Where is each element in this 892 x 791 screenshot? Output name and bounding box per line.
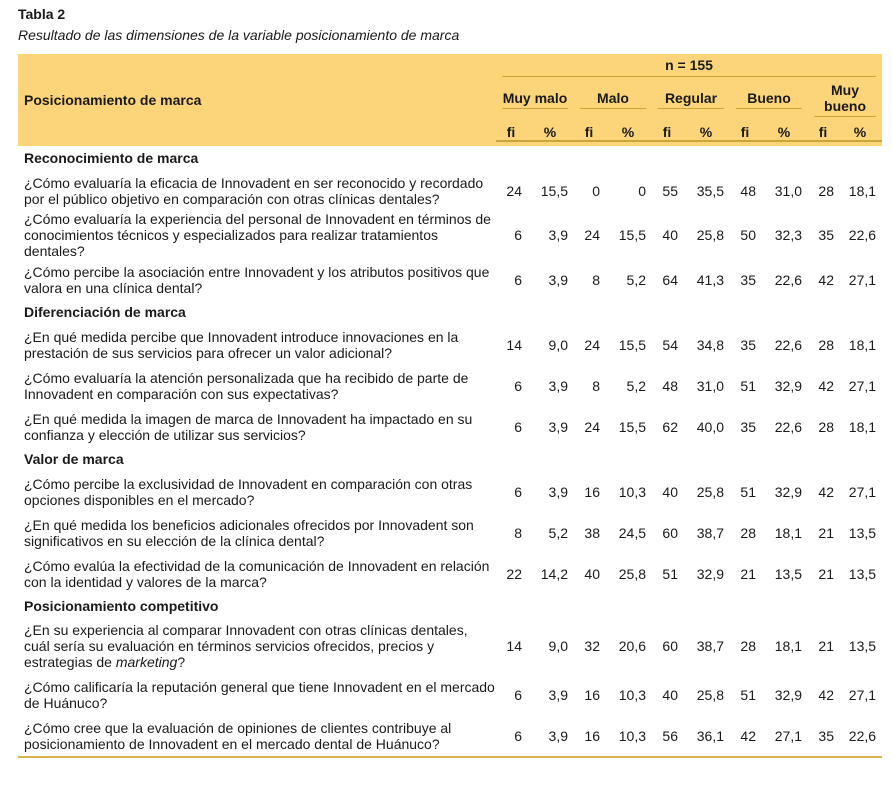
- percent-cell: 15,5: [540, 182, 568, 199]
- results-table: [18, 54, 882, 758]
- subheader-label: fi: [574, 124, 604, 142]
- fi-cell: 60: [662, 638, 678, 654]
- fi-cell: 14: [506, 336, 522, 353]
- percent-cell: 9,0: [548, 638, 568, 654]
- percent-cell: 15,5: [618, 418, 646, 435]
- fi-header: [574, 119, 604, 146]
- table-row: [18, 512, 882, 553]
- percent-header: [682, 119, 730, 146]
- fi-cell: 8: [514, 524, 522, 541]
- table-row: [18, 674, 882, 715]
- percent-cell: 9,0: [548, 336, 568, 353]
- percent-header: [526, 119, 574, 146]
- percent-cell: 10,3: [604, 715, 652, 757]
- fi-header: [496, 119, 526, 146]
- question-text: ¿Cómo evaluaría la atención personalizada que ha recibido de parte de Innovadent en comparación con sus expectativas?: [24, 369, 469, 402]
- fi-cell: 8: [592, 271, 600, 288]
- question-text: ¿Cómo cree que la evaluación de opiniones de clientes contribuye al posicionamiento de Innovadent en el mercado dental de Huánuco?: [18, 715, 496, 757]
- section-row: [18, 146, 882, 170]
- fi-cell: 28: [740, 524, 756, 541]
- percent-cell: 22,6: [848, 227, 877, 243]
- percent-cell: 32,3: [774, 227, 802, 243]
- percent-cell: 18,1: [774, 638, 802, 654]
- fi-cell: 35: [740, 336, 756, 353]
- fi-cell: 51: [740, 686, 756, 703]
- question-text: [18, 618, 496, 674]
- percent-cell: 31,0: [696, 377, 724, 394]
- percent-cell: 27,1: [760, 715, 808, 757]
- percent-cell: 13,5: [848, 524, 877, 541]
- table-row: [18, 170, 882, 211]
- percent-cell: 22,6: [774, 271, 802, 288]
- fi-cell: 6: [514, 418, 522, 435]
- fi-cell: 24: [506, 182, 522, 199]
- fi-cell: 42: [730, 715, 760, 757]
- fi-cell: 42: [818, 377, 834, 394]
- group-header-regular: [652, 79, 730, 119]
- percent-cell: 24,5: [618, 524, 646, 541]
- fi-cell: 48: [740, 182, 756, 199]
- percent-cell: 18,1: [848, 182, 877, 199]
- percent-cell: 27,1: [848, 483, 877, 500]
- group-label: Malo: [580, 90, 646, 109]
- fi-cell: 35: [740, 271, 756, 288]
- table-row: [18, 259, 882, 300]
- fi-cell: 35: [808, 715, 838, 757]
- percent-cell: 15,5: [618, 227, 646, 243]
- percent-cell: 27,1: [848, 271, 877, 288]
- fi-cell: 6: [514, 483, 522, 500]
- percent-cell: 25,8: [696, 483, 724, 500]
- fi-cell: 35: [740, 418, 756, 435]
- fi-cell: 22: [506, 565, 522, 582]
- subheader-label: fi: [652, 124, 682, 142]
- question-text: ¿Cómo evaluaría la experiencia del personal de Innovadent en términos de conocimientos técnicos y especializados para realizar tratamientos dentales?: [24, 211, 491, 259]
- table-row: [18, 618, 882, 674]
- table-row: [18, 211, 882, 259]
- question-text: ¿Cómo percibe la exclusividad de Innovadent en comparación con otras opciones disponibles en el mercado?: [24, 475, 473, 508]
- fi-cell: 28: [818, 336, 834, 353]
- fi-cell: 24: [584, 418, 600, 435]
- subheader-label: %: [526, 124, 574, 142]
- fi-cell: 35: [818, 227, 834, 243]
- question-text: ¿En qué medida la imagen de marca de Innovadent ha impactado en su confianza y elección de utilizar sus servicios?: [24, 410, 473, 443]
- percent-cell: 13,5: [848, 638, 877, 654]
- fi-header: [730, 119, 760, 146]
- percent-cell: 22,6: [838, 715, 882, 757]
- question-text: ¿En qué medida los beneficios adicionales ofrecidos por Innovadent son significativos en su elección de la clínica dental?: [24, 516, 474, 549]
- percent-cell: 3,9: [548, 271, 568, 288]
- sample-size-text: n = 155: [502, 57, 876, 77]
- percent-cell: 38,7: [696, 638, 724, 654]
- group-header-bueno: [730, 79, 808, 119]
- percent-cell: 3,9: [548, 227, 568, 243]
- fi-cell: 38: [584, 524, 600, 541]
- percent-cell: 14,2: [540, 565, 568, 582]
- percent-cell: 3,9: [548, 483, 568, 500]
- subheader-label: %: [760, 124, 808, 142]
- percent-cell: 36,1: [682, 715, 730, 757]
- fi-cell: 28: [818, 418, 834, 435]
- fi-cell: 21: [818, 524, 834, 541]
- percent-cell: 40,0: [696, 418, 724, 435]
- percent-cell: 34,8: [696, 336, 724, 353]
- fi-cell: 32: [584, 638, 600, 654]
- question-text-emphasis: marketing: [115, 654, 178, 670]
- fi-cell: 0: [592, 182, 600, 199]
- table-header: [18, 54, 882, 146]
- fi-cell: 28: [740, 638, 756, 654]
- percent-cell: 13,5: [848, 565, 877, 582]
- fi-cell: 42: [818, 483, 834, 500]
- percent-header: [838, 119, 882, 146]
- table-subtitle: Resultado de las dimensiones de la variable posicionamiento de marca: [18, 27, 460, 43]
- fi-cell: 16: [584, 686, 600, 703]
- percent-cell: 10,3: [618, 483, 646, 500]
- section-title: Posicionamiento competitivo: [24, 598, 219, 614]
- percent-cell: 25,8: [618, 565, 646, 582]
- percent-cell: 25,8: [696, 227, 724, 243]
- percent-cell: 18,1: [848, 418, 877, 435]
- percent-cell: 38,7: [696, 524, 724, 541]
- percent-cell: 27,1: [848, 686, 877, 703]
- percent-cell: 5,2: [626, 271, 646, 288]
- subheader-label: %: [838, 124, 882, 142]
- percent-cell: 3,9: [526, 715, 574, 757]
- percent-header: [604, 119, 652, 146]
- fi-cell: 24: [584, 227, 600, 243]
- question-text: ¿Cómo evalúa la efectividad de la comunicación de Innovadent en relación con la identidad y valores de la marca?: [24, 557, 490, 590]
- subheader-label: fi: [730, 124, 760, 142]
- fi-header: [808, 119, 838, 146]
- percent-cell: 18,1: [774, 524, 802, 541]
- group-header-muy-bueno: [808, 79, 882, 119]
- fi-cell: 54: [662, 336, 678, 353]
- fi-cell: 6: [514, 271, 522, 288]
- percent-cell: 41,3: [696, 271, 724, 288]
- percent-cell: 22,6: [774, 418, 802, 435]
- question-text: ¿Cómo percibe la asociación entre Innovadent y los atributos positivos que valora en una clínica dental?: [24, 263, 490, 296]
- subheader-label: %: [604, 124, 652, 142]
- percent-cell: 32,9: [774, 377, 802, 394]
- section-row: [18, 300, 882, 324]
- table-row: [18, 715, 882, 757]
- question-text: ¿Cómo calificaría la reputación general que tiene Innovadent en el mercado de Huánuco?: [24, 678, 495, 711]
- row-label-header: Posicionamiento de marca: [18, 54, 496, 146]
- fi-cell: 8: [592, 377, 600, 394]
- percent-cell: 0: [638, 182, 646, 199]
- table-row: [18, 365, 882, 406]
- fi-cell: 6: [514, 686, 522, 703]
- fi-cell: 42: [818, 686, 834, 703]
- fi-cell: 64: [662, 271, 678, 288]
- percent-cell: 27,1: [848, 377, 877, 394]
- table-row: [18, 324, 882, 365]
- percent-cell: 3,9: [548, 686, 568, 703]
- fi-cell: 16: [584, 483, 600, 500]
- question-text: ¿Cómo evaluaría la eficacia de Innovadent en ser reconocido y recordado por el público objetivo en comparación con otras clínicas dentales?: [24, 174, 484, 207]
- percent-cell: 25,8: [696, 686, 724, 703]
- percent-cell: 5,2: [548, 524, 568, 541]
- fi-cell: 51: [740, 377, 756, 394]
- section-row: [18, 447, 882, 471]
- fi-cell: 42: [818, 271, 834, 288]
- section-title: Reconocimiento de marca: [24, 150, 199, 166]
- percent-cell: 31,0: [774, 182, 802, 199]
- fi-cell: 62: [662, 418, 678, 435]
- group-label: Muy bueno: [814, 82, 876, 117]
- section-title: Valor de marca: [24, 451, 124, 467]
- fi-cell: 40: [662, 483, 678, 500]
- fi-cell: 40: [662, 686, 678, 703]
- section-title: Diferenciación de marca: [24, 304, 186, 320]
- fi-cell: 21: [818, 638, 834, 654]
- fi-cell: 6: [496, 715, 526, 757]
- table-row: [18, 553, 882, 594]
- section-row: [18, 594, 882, 618]
- fi-cell: 51: [662, 565, 678, 582]
- table-row: [18, 406, 882, 447]
- table-body: [18, 146, 882, 757]
- percent-cell: 15,5: [618, 336, 646, 353]
- percent-cell: 32,9: [774, 686, 802, 703]
- table-title: Tabla 2: [18, 6, 66, 22]
- fi-cell: 14: [506, 638, 522, 654]
- percent-cell: 13,5: [774, 565, 802, 582]
- percent-cell: 3,9: [548, 418, 568, 435]
- percent-cell: 18,1: [848, 336, 877, 353]
- percent-cell: 32,9: [774, 483, 802, 500]
- group-label: Bueno: [736, 90, 802, 109]
- fi-cell: 55: [662, 182, 678, 199]
- fi-header: [652, 119, 682, 146]
- group-header-muy-malo: [496, 79, 574, 119]
- fi-cell: 21: [740, 565, 756, 582]
- fi-cell: 50: [740, 227, 756, 243]
- group-header-malo: [574, 79, 652, 119]
- group-label: Muy malo: [502, 90, 568, 109]
- percent-cell: 3,9: [548, 377, 568, 394]
- question-text: ¿En qué medida percibe que Innovadent introduce innovaciones en la prestación de sus servicios para ofrecer un valor adicional?: [24, 328, 459, 361]
- sample-size-header: [496, 54, 882, 79]
- percent-cell: 10,3: [618, 686, 646, 703]
- fi-cell: 40: [662, 227, 678, 243]
- subheader-label: fi: [808, 124, 838, 142]
- fi-cell: 21: [818, 565, 834, 582]
- fi-cell: 16: [574, 715, 604, 757]
- percent-cell: 32,9: [696, 565, 724, 582]
- question-text-part: ¿En su experiencia al comparar Innovadent con otras clínicas dentales, cuál sería su evaluación en términos servicios ofrecidos, precios y estrategias de: [24, 622, 468, 670]
- fi-cell: 28: [818, 182, 834, 199]
- percent-cell: 20,6: [618, 638, 646, 654]
- percent-cell: 35,5: [696, 182, 724, 199]
- group-label: Regular: [658, 90, 724, 109]
- fi-cell: 6: [514, 377, 522, 394]
- percent-cell: 22,6: [774, 336, 802, 353]
- fi-cell: 48: [662, 377, 678, 394]
- table-row: [18, 471, 882, 512]
- fi-cell: 51: [740, 483, 756, 500]
- fi-cell: 24: [584, 336, 600, 353]
- percent-header: [760, 119, 808, 146]
- percent-cell: 5,2: [626, 377, 646, 394]
- fi-cell: 60: [662, 524, 678, 541]
- subheader-label: %: [682, 124, 730, 142]
- question-text-part: ?: [177, 654, 186, 670]
- fi-cell: 6: [514, 227, 522, 243]
- fi-cell: 56: [652, 715, 682, 757]
- subheader-label: fi: [496, 124, 526, 142]
- fi-cell: 40: [584, 565, 600, 582]
